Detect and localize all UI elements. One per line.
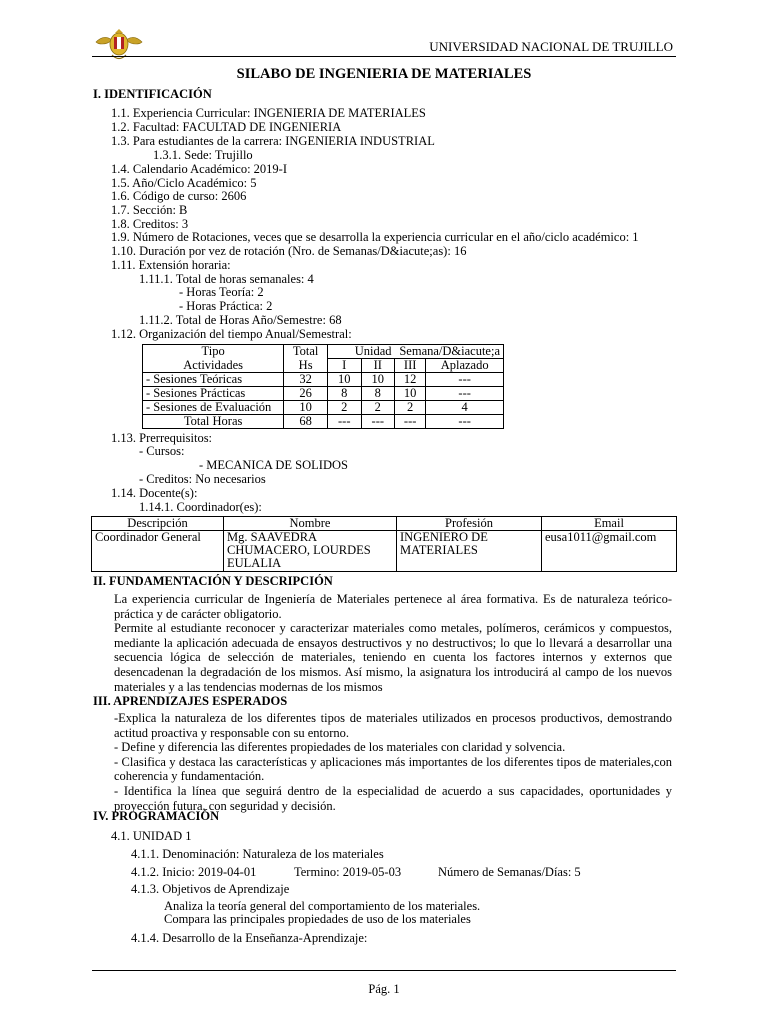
table-row bbox=[143, 387, 504, 401]
table-row bbox=[143, 415, 504, 429]
table-cell: 10 bbox=[284, 401, 328, 415]
table-cell: Total Horas bbox=[143, 415, 284, 429]
id-line: 1.3.1. Sede: Trujillo bbox=[153, 148, 253, 162]
prereq-line: 1.13. Prerrequisitos: bbox=[111, 431, 213, 445]
nombre-line: Mg. SAAVEDRA bbox=[227, 530, 318, 544]
id-line: 1.8. Creditos: 3 bbox=[111, 217, 189, 231]
footer-rule bbox=[92, 970, 676, 971]
table-cell: 10 bbox=[361, 373, 395, 387]
table-cell: 2 bbox=[327, 401, 361, 415]
document-title: SILABO DE INGENIERIA DE MATERIALES bbox=[236, 66, 532, 82]
table-header-cell: Nombre bbox=[224, 517, 397, 531]
id-line: 1.12. Organización del tiempo Anual/Semestral: bbox=[111, 327, 352, 341]
table-row bbox=[92, 517, 677, 531]
hours-table bbox=[142, 344, 504, 429]
table-row bbox=[143, 401, 504, 415]
docente-table bbox=[91, 516, 677, 572]
header-rule bbox=[92, 56, 676, 57]
termino-line: Termino: 2019-05-03 bbox=[294, 865, 402, 879]
objetivo-item: Compara las principales propiedades de uso de los materiales bbox=[164, 912, 471, 926]
table-cell: 10 bbox=[327, 373, 361, 387]
semanas-line: Número de Semanas/Días: 5 bbox=[438, 865, 581, 879]
id-line: 1.11.2. Total de Horas Año/Semestre: 68 bbox=[139, 313, 342, 327]
table-cell: 68 bbox=[284, 415, 328, 429]
nombre-line: EULALIA bbox=[227, 556, 282, 570]
list-item: - Define y diferencia las diferentes propiedades de los materiales con claridad y solvencia. bbox=[114, 740, 566, 755]
table-cell: 10 bbox=[395, 387, 426, 401]
table-header-cell: I bbox=[327, 359, 361, 373]
id-line: 1.7. Sección: B bbox=[111, 203, 188, 217]
id-line: 1.10. Duración por vez de rotación (Nro. de Semanas/D&iacute;as): 16 bbox=[111, 244, 467, 258]
list-item: - Clasifica y destaca las características y aplicaciones más importantes de los diferentes tipos de materiales,con coherencia y fundamentación. bbox=[114, 754, 672, 784]
nombre-line: CHUMACERO, LOURDES bbox=[227, 543, 371, 557]
id-line: 1.6. Código de curso: 2606 bbox=[111, 189, 247, 203]
id-line: 1.5. Año/Ciclo Académico: 5 bbox=[111, 176, 257, 190]
paragraph: La experiencia curricular de Ingeniería de Materiales pertenece al área formativa. Es de naturaleza teórico-práctica y de carácter obligatorio. bbox=[114, 592, 672, 621]
table-cell: --- bbox=[395, 415, 426, 429]
table-cell bbox=[397, 531, 542, 572]
table-cell: 2 bbox=[395, 401, 426, 415]
section-aprendizajes-heading: III. APRENDIZAJES ESPERADOS bbox=[93, 694, 288, 708]
table-cell: 32 bbox=[284, 373, 328, 387]
table-header-cell: Actividades bbox=[143, 359, 284, 373]
table-cell: 12 bbox=[395, 373, 426, 387]
table-cell: --- bbox=[426, 387, 504, 401]
table-header-cell: Email bbox=[542, 517, 677, 531]
profesion-line: INGENIERO DE bbox=[400, 530, 488, 544]
denominacion-line: 4.1.1. Denominación: Naturaleza de los materiales bbox=[131, 847, 384, 861]
table-cell: --- bbox=[361, 415, 395, 429]
table-cell bbox=[224, 531, 397, 572]
id-line: 1.4. Calendario Académico: 2019-I bbox=[111, 162, 287, 176]
table-header-cell: Hs bbox=[284, 359, 328, 373]
table-cell: 4 bbox=[426, 401, 504, 415]
table-row bbox=[143, 373, 504, 387]
id-line: - Horas Teoría: 2 bbox=[179, 285, 264, 299]
objetivos-line: 4.1.3. Objetivos de Aprendizaje bbox=[131, 882, 290, 896]
table-cell: eusa1011@gmail.com bbox=[542, 531, 677, 572]
table-header-cell: Descripción bbox=[92, 517, 224, 531]
unidad-line: 4.1. UNIDAD 1 bbox=[111, 829, 192, 843]
id-line: 1.11.1. Total de horas semanales: 4 bbox=[139, 272, 314, 286]
section-programacion-heading: IV. PROGRAMACIÓN bbox=[93, 809, 220, 823]
table-cell: --- bbox=[426, 373, 504, 387]
university-name: UNIVERSIDAD NACIONAL DE TRUJILLO bbox=[429, 39, 673, 54]
paragraph: Permite al estudiante reconocer y caracterizar materiales como metales, polímeros, cerámicos y compuestos, mediante la aplicación adecuada de ensayos destructivos y no destructivos; lo que lo llevará a desarrollar una secuencia lógica de selección de materiales, teniendo en cuenta los factores internos y externos que desencadenan la degradación de los mismos. Así mismo, la asignatura los introducirá al campo de los nuevos materiales y a las tendencias modernas de los mismos bbox=[114, 621, 672, 694]
id-line: 1.11. Extensión horaria: bbox=[111, 258, 231, 272]
table-cell: 26 bbox=[284, 387, 328, 401]
table-cell: 2 bbox=[361, 401, 395, 415]
table-header-cell: Unidad bbox=[327, 345, 394, 359]
id-line: 1.2. Facultad: FACULTAD DE INGENIERIA bbox=[111, 120, 342, 134]
table-cell: Coordinador General bbox=[92, 531, 224, 572]
coordinador-line: 1.14.1. Coordinador(es): bbox=[139, 500, 262, 514]
table-header-cell: Aplazado bbox=[426, 359, 504, 373]
id-line: - Horas Práctica: 2 bbox=[179, 299, 273, 313]
table-header-cell: III bbox=[395, 359, 426, 373]
table-header-cell: Total bbox=[284, 345, 328, 359]
desarrollo-line: 4.1.4. Desarrollo de la Enseñanza-Aprendizaje: bbox=[131, 931, 368, 945]
objetivo-item: Analiza la teoría general del comportamiento de los materiales. bbox=[164, 899, 481, 913]
prereq-line: - MECANICA DE SOLIDOS bbox=[199, 458, 348, 472]
table-row bbox=[143, 359, 504, 373]
table-header-cell: Tipo bbox=[143, 345, 284, 359]
table-row bbox=[143, 345, 504, 359]
id-line: 1.9. Número de Rotaciones, veces que se desarrolla la experiencia curricular en el año/ciclo académico: 1 bbox=[111, 230, 639, 244]
section-fundamentacion-heading: II. FUNDAMENTACIÓN Y DESCRIPCIÓN bbox=[93, 574, 333, 588]
id-line: 1.3. Para estudiantes de la carrera: INGENIERIA INDUSTRIAL bbox=[111, 134, 435, 148]
table-cell: - Sesiones Prácticas bbox=[143, 387, 284, 401]
university-seal-logo bbox=[94, 28, 144, 64]
section-identificacion-heading: I. IDENTIFICACIÓN bbox=[93, 87, 212, 101]
table-header-cell: Profesión bbox=[397, 517, 542, 531]
table-cell: --- bbox=[426, 415, 504, 429]
profesion-line: MATERIALES bbox=[400, 543, 478, 557]
prereq-line: - Cursos: bbox=[139, 444, 185, 458]
inicio-line: 4.1.2. Inicio: 2019-04-01 bbox=[131, 865, 257, 879]
table-cell: - Sesiones Teóricas bbox=[143, 373, 284, 387]
table-header-cell: II bbox=[361, 359, 395, 373]
table-cell: 8 bbox=[361, 387, 395, 401]
prereq-line: - Creditos: No necesarios bbox=[139, 472, 266, 486]
table-cell: --- bbox=[327, 415, 361, 429]
list-item: -Explica la naturaleza de los diferentes tipos de materiales utilizados en procesos productivos, demostrando actitud proactiva y responsable con su entorno. bbox=[114, 711, 672, 740]
id-line: 1.1. Experiencia Curricular: INGENIERIA DE MATERIALES bbox=[111, 106, 426, 120]
table-row bbox=[92, 531, 677, 572]
aprendizajes-list bbox=[114, 711, 672, 813]
table-cell: 8 bbox=[327, 387, 361, 401]
table-header-cell: Semana/D&iacute;a bbox=[395, 345, 504, 359]
fundamentacion-text bbox=[114, 592, 672, 694]
page-number: Pág. 1 bbox=[368, 982, 400, 996]
list-item: - Identifica la línea que seguirá dentro de la especialidad de acuerdo a sus capacidades, oportunidades y proyección futura, con seguridad y decisión. bbox=[114, 783, 672, 813]
docente-line: 1.14. Docente(s): bbox=[111, 486, 198, 500]
table-cell: - Sesiones de Evaluación bbox=[143, 401, 284, 415]
